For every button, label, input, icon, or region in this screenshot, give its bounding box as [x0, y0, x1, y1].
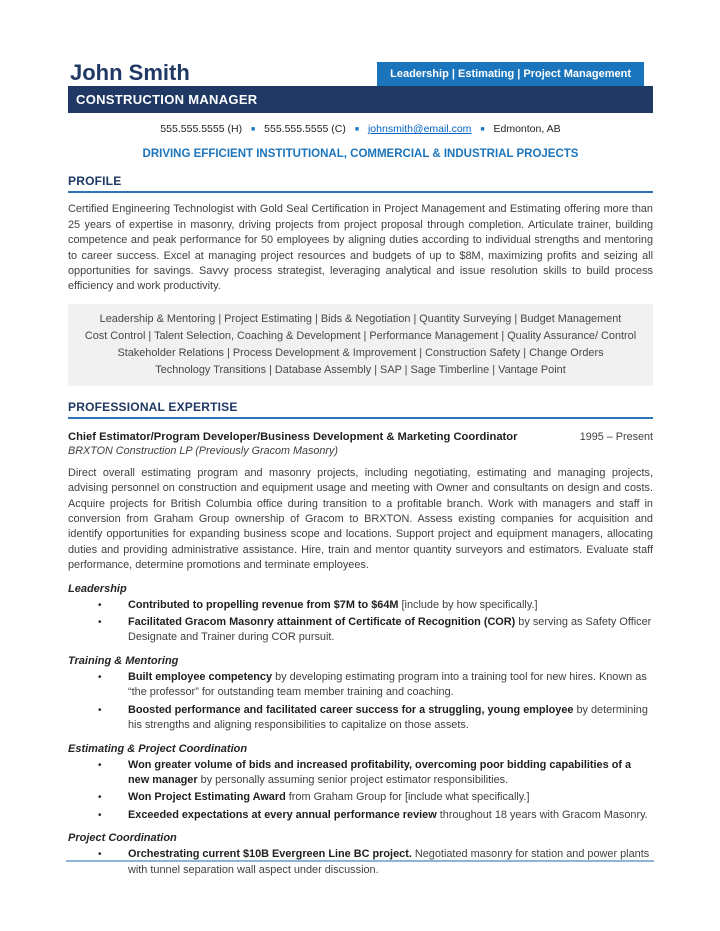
- profile-summary: Certified Engineering Technologist with Gold Seal Certification in Project Management and Estimating offering more than 25 years of expertise in masonry, driving projects from project proposal through completion. Articulate trainer, building competence and peak performance for 50 employees by aligning duties according to individual strengths and mentoring to career success. Excel at managing project resources and budgets of up to $8M, maximizing profits and seizing all opportunities for savings. Savvy process strategist, leveraging analytical and issue resolution skills to build process efficiency and work productivity.: [68, 203, 653, 293]
- footer-divider-line: [66, 860, 654, 862]
- profile-section-heading: PROFILE: [68, 174, 653, 193]
- skills-badge: Leadership | Estimating | Project Management: [377, 62, 644, 86]
- job-description: Direct overall estimating program and masonry projects, including negotiating, estimating and managing projects, advising personnel on construction and equipment usage and meeting with Owner and consultants on design and costs. Acquire projects for British Columbia office during transition to a profitable branch. Work with managers and staff in conversion from Graham Group ownership of Gracom to BRXTON. Assess existing companies for acquisition and identify opportunities for expanding business scope and locations. Support project and equipment managers, allocating duties and providing administrative assistance. Hire, train and mentor quantity surveyors and estimators. Evaluate staff performance, determine promotions and terminate employees.: [68, 466, 653, 572]
- job-header: [68, 431, 653, 443]
- bullet-bold-text: Boosted performance and facilitated career success for a struggling, young employee: [128, 703, 574, 716]
- experience-section-heading: PROFESSIONAL EXPERTISE: [68, 400, 653, 419]
- bullet-list: [68, 758, 653, 824]
- bullet-list: [68, 670, 653, 734]
- square-separator-icon: ■: [354, 125, 360, 133]
- bullet-bold-text: Facilitated Gracom Masonry attainment of Certificate of Recognition (COR): [128, 616, 516, 629]
- bullet-item: [68, 703, 653, 734]
- square-separator-icon: ■: [251, 125, 256, 133]
- bullet-marker-icon: •: [98, 759, 102, 771]
- bullet-item: [68, 758, 653, 789]
- skills-line: Stakeholder Relations | Process Development & Improvement | Construction Safety | Change Orders: [117, 346, 604, 359]
- job-title: Chief Estimator/Program Developer/Business Development & Marketing Coordinator: [68, 430, 518, 443]
- bullet-marker-icon: •: [98, 792, 102, 804]
- bullet-item: [68, 808, 653, 823]
- bullet-marker-icon: •: [98, 671, 102, 683]
- bullet-rest-text: throughout 18 years with Gracom Masonry.: [436, 808, 648, 821]
- bullet-marker-icon: •: [98, 809, 102, 821]
- candidate-name: John Smith: [70, 60, 190, 85]
- skills-line: Leadership & Mentoring | Project Estimating | Bids & Negotiation | Quantity Surveying | Budget Management: [99, 312, 622, 325]
- phone-cell: 555.555.5555 (C): [264, 123, 346, 136]
- location: Edmonton, AB: [493, 123, 561, 136]
- subsection-label: Estimating & Project Coordination: [68, 742, 248, 755]
- bullet-item: [68, 670, 653, 701]
- bullet-rest-text: [include by how specifically.]: [398, 598, 538, 611]
- job-dates: 1995 – Present: [579, 430, 653, 443]
- skills-line: Cost Control | Talent Selection, Coaching & Development | Performance Management | Quality Assurance/ Control: [84, 329, 637, 342]
- email-link[interactable]: johnsmith@email.com: [367, 123, 472, 136]
- bullet-rest-text: by personally assuming senior project estimator responsibilities.: [197, 773, 509, 786]
- bullet-bold-text: Orchestrating current $10B Evergreen Line BC project.: [128, 848, 412, 861]
- resume-content: [68, 60, 653, 878]
- bullet-bold-text: Built employee competency: [128, 670, 273, 683]
- bullet-marker-icon: •: [98, 617, 102, 629]
- bullet-rest-text: Negotiated masonry for station and power plants with tunnel separation wall aspect under discussion.: [128, 848, 650, 876]
- skills-keyword-box: [68, 304, 653, 386]
- bullet-list: [68, 598, 653, 646]
- bullet-item: [68, 790, 653, 805]
- bullet-bold-text: Won greater volume of bids and increased profitability, overcoming poor bidding capabilities of a new manager: [128, 758, 632, 786]
- bullet-rest-text: by serving as Safety Officer Designate and Trainer during COR pursuit.: [128, 616, 652, 644]
- contact-line: [68, 123, 653, 135]
- bullet-bold-text: Contributed to propelling revenue from $7M to $64M: [128, 598, 399, 611]
- tagline: DRIVING EFFICIENT INSTITUTIONAL, COMMERCIAL & INDUSTRIAL PROJECTS: [142, 148, 579, 161]
- skills-line: Technology Transitions | Database Assembly | SAP | Sage Timberline | Vantage Point: [155, 363, 566, 376]
- job-title-bar: CONSTRUCTION MANAGER: [68, 86, 653, 113]
- square-separator-icon: ■: [480, 125, 485, 133]
- company-name: BRXTON Construction LP (Previously Gracom Masonry): [68, 444, 339, 457]
- subsection-label: Leadership: [68, 582, 127, 595]
- subsection-label: Training & Mentoring: [68, 654, 179, 667]
- bullet-list: [68, 847, 653, 878]
- bullet-marker-icon: •: [98, 849, 102, 861]
- bullet-rest-text: by determining his strengths and aligning responsibilities to capitalize on those assets.: [128, 703, 648, 732]
- bullet-bold-text: Won Project Estimating Award: [128, 791, 286, 804]
- bullet-marker-icon: •: [98, 599, 102, 611]
- bullet-rest-text: from Graham Group for [include what specifically.]: [285, 791, 530, 804]
- subsection-label: Project Coordination: [68, 832, 177, 845]
- bullet-item: [68, 847, 653, 878]
- bullet-bold-text: Exceeded expectations at every annual performance review: [128, 808, 437, 821]
- bullet-item: [68, 598, 653, 613]
- phone-home: 555.555.5555 (H): [160, 123, 243, 136]
- bullet-rest-text: by developing estimating program into a training tool for new hires. Known as “the professor” for outstanding team member training and coaching.: [128, 670, 647, 699]
- header: [68, 60, 653, 86]
- bullet-marker-icon: •: [98, 704, 102, 716]
- bullet-item: [68, 615, 653, 646]
